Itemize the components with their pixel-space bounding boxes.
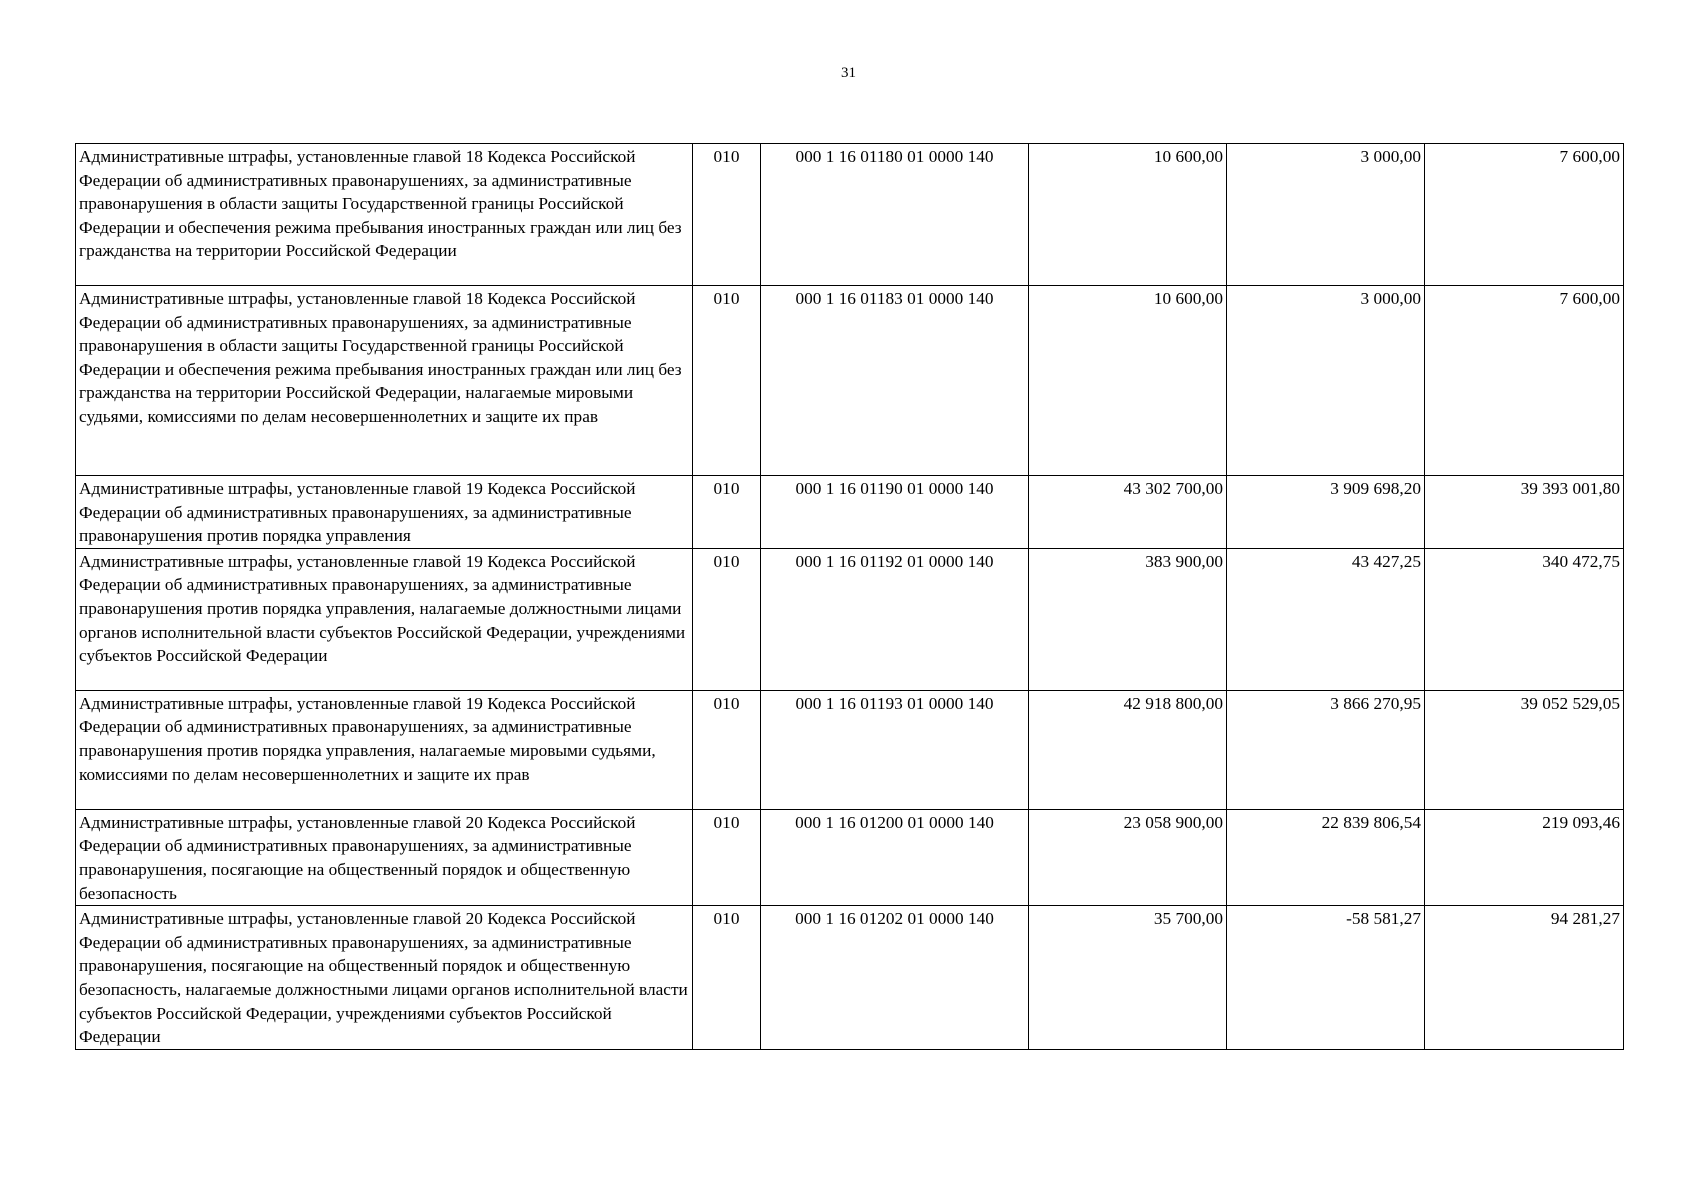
row-name-cell: Административные штрафы, установленные главой 18 Кодекса Российской Федерации об административных правонарушениях, за административные правонарушения в области защиты Государственной границы Российской Федерации и обеспечения режима пребывания иностранных граждан или лиц без гражданства на территории Российской Федерации, налагаемые мировыми судьями, комиссиями по делам несовершеннолетних и защите их прав (76, 286, 693, 476)
row-unexecuted-cell: 39 052 529,05 (1425, 690, 1624, 809)
table-row (76, 906, 1624, 1050)
row-kbk-cell: 000 1 16 01180 01 0000 140 (761, 144, 1029, 286)
row-code-cell: 010 (693, 548, 761, 690)
table-row (76, 809, 1624, 905)
row-kbk-cell: 000 1 16 01200 01 0000 140 (761, 809, 1029, 905)
table-row (76, 690, 1624, 809)
table-row (76, 144, 1624, 286)
row-approved-cell: 35 700,00 (1029, 906, 1227, 1050)
row-approved-cell: 23 058 900,00 (1029, 809, 1227, 905)
row-name-cell: Административные штрафы, установленные главой 20 Кодекса Российской Федерации об административных правонарушениях, за административные правонарушения, посягающие на общественный порядок и общественную безопасность (76, 809, 693, 905)
row-approved-cell: 383 900,00 (1029, 548, 1227, 690)
row-code-cell: 010 (693, 809, 761, 905)
row-unexecuted-cell: 7 600,00 (1425, 286, 1624, 476)
row-code-cell: 010 (693, 286, 761, 476)
row-approved-cell: 42 918 800,00 (1029, 690, 1227, 809)
table-row (76, 286, 1624, 476)
row-code-cell: 010 (693, 476, 761, 549)
table-row (76, 548, 1624, 690)
row-unexecuted-cell: 219 093,46 (1425, 809, 1624, 905)
row-kbk-cell: 000 1 16 01193 01 0000 140 (761, 690, 1029, 809)
row-executed-cell: 3 909 698,20 (1227, 476, 1425, 549)
row-unexecuted-cell: 7 600,00 (1425, 144, 1624, 286)
row-kbk-cell: 000 1 16 01190 01 0000 140 (761, 476, 1029, 549)
row-unexecuted-cell: 340 472,75 (1425, 548, 1624, 690)
row-executed-cell: 43 427,25 (1227, 548, 1425, 690)
page-number: 31 (841, 65, 856, 81)
row-kbk-cell: 000 1 16 01202 01 0000 140 (761, 906, 1029, 1050)
row-executed-cell: 3 000,00 (1227, 286, 1425, 476)
row-name-cell: Административные штрафы, установленные главой 19 Кодекса Российской Федерации об административных правонарушениях, за административные правонарушения против порядка управления, налагаемые мировыми судьями, комиссиями по делам несовершеннолетних и защите их прав (76, 690, 693, 809)
row-approved-cell: 43 302 700,00 (1029, 476, 1227, 549)
row-executed-cell: 22 839 806,54 (1227, 809, 1425, 905)
row-unexecuted-cell: 94 281,27 (1425, 906, 1624, 1050)
row-approved-cell: 10 600,00 (1029, 144, 1227, 286)
row-name-cell: Административные штрафы, установленные главой 19 Кодекса Российской Федерации об административных правонарушениях, за административные правонарушения против порядка управления, налагаемые должностными лицами органов исполнительной власти субъектов Российской Федерации, учреждениями субъектов Российской Федерации (76, 548, 693, 690)
row-executed-cell: 3 866 270,95 (1227, 690, 1425, 809)
row-code-cell: 010 (693, 690, 761, 809)
row-executed-cell: 3 000,00 (1227, 144, 1425, 286)
row-name-cell: Административные штрафы, установленные главой 20 Кодекса Российской Федерации об административных правонарушениях, за административные правонарушения, посягающие на общественный порядок и общественную безопасность, налагаемые должностными лицами органов исполнительной власти субъектов Российской Федерации, учреждениями субъектов Российской Федерации (76, 906, 693, 1050)
row-code-cell: 010 (693, 906, 761, 1050)
row-name-cell: Административные штрафы, установленные главой 19 Кодекса Российской Федерации об административных правонарушениях, за административные правонарушения против порядка управления (76, 476, 693, 549)
row-code-cell: 010 (693, 144, 761, 286)
row-unexecuted-cell: 39 393 001,80 (1425, 476, 1624, 549)
row-kbk-cell: 000 1 16 01192 01 0000 140 (761, 548, 1029, 690)
row-approved-cell: 10 600,00 (1029, 286, 1227, 476)
revenue-table (75, 143, 1624, 1050)
row-name-cell: Административные штрафы, установленные главой 18 Кодекса Российской Федерации об административных правонарушениях, за административные правонарушения в области защиты Государственной границы Российской Федерации и обеспечения режима пребывания иностранных граждан или лиц без гражданства на территории Российской Федерации (76, 144, 693, 286)
table-row (76, 476, 1624, 549)
row-kbk-cell: 000 1 16 01183 01 0000 140 (761, 286, 1029, 476)
row-executed-cell: -58 581,27 (1227, 906, 1425, 1050)
